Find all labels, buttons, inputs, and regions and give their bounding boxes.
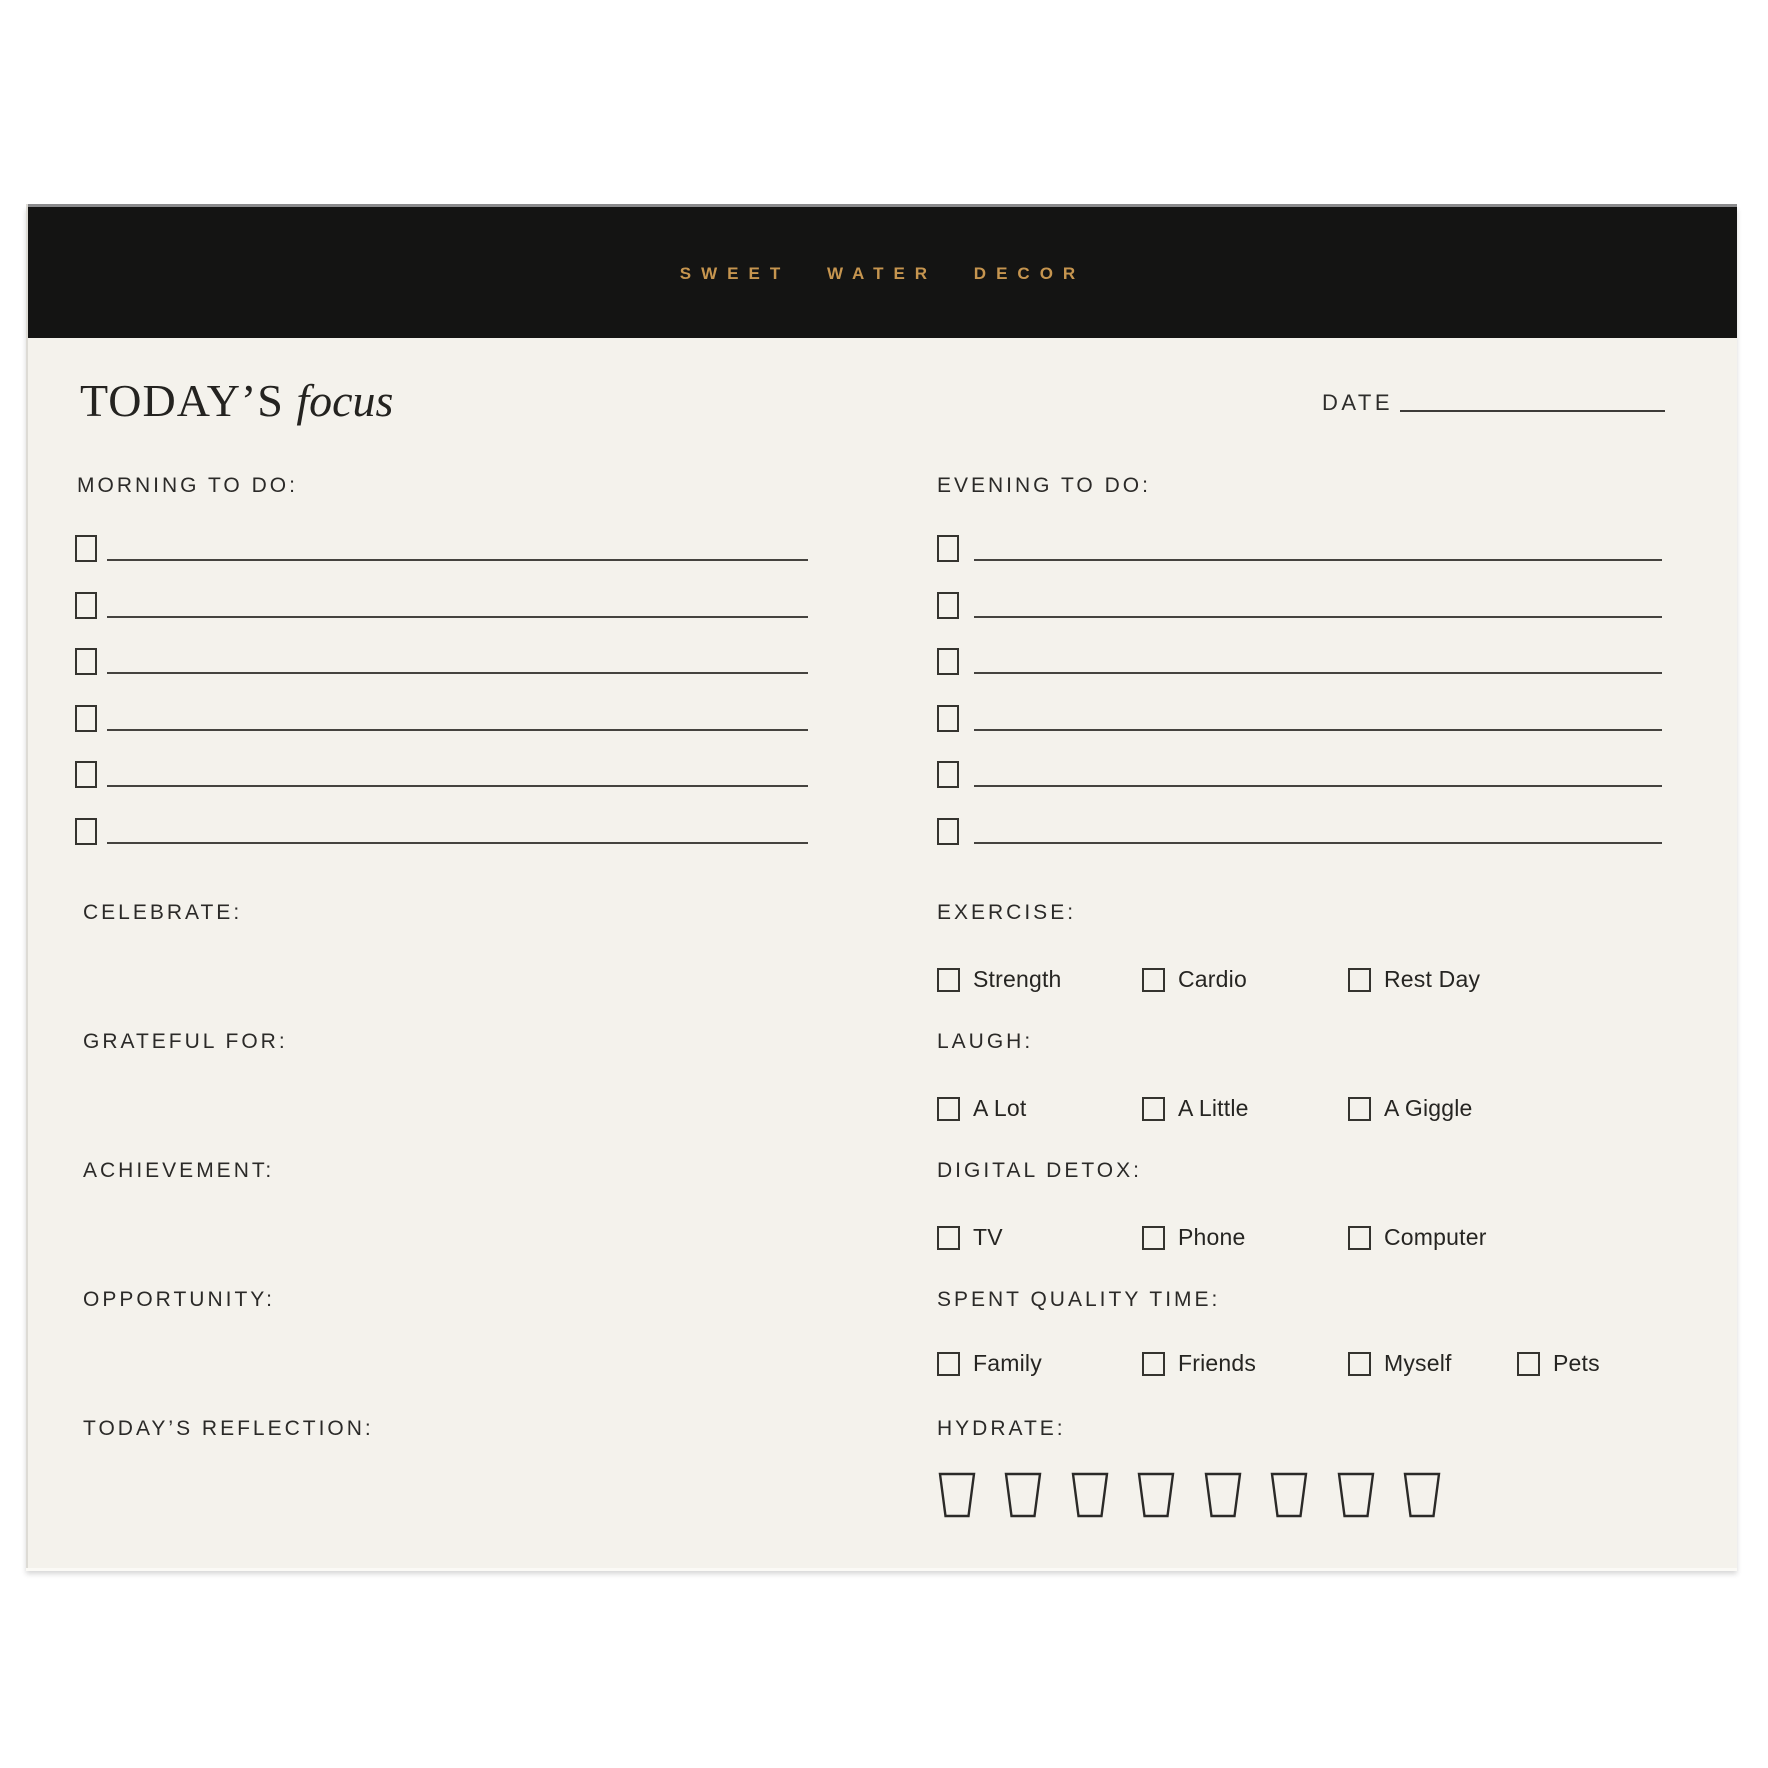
todo-write-line[interactable] [974,616,1662,618]
option-a-lot [937,1095,1026,1122]
todo-write-line[interactable] [974,842,1662,844]
option-rest-day [1348,966,1480,993]
morning-todo-header: MORNING TO DO: [77,474,298,497]
page-title [80,376,393,427]
option-phone [1142,1224,1246,1251]
page-title-accent: focus [296,375,394,426]
option-pets [1517,1350,1600,1377]
option-myself [1348,1350,1452,1377]
strength-checkbox[interactable] [937,968,960,992]
date-write-line[interactable] [1400,410,1665,412]
option-label: A Little [1178,1095,1249,1121]
prompt-grateful: GRATEFUL FOR: [83,1030,288,1053]
todo-write-line[interactable] [974,729,1662,731]
morning-todo-list [75,535,808,847]
hydrate-header: HYDRATE: [937,1417,1066,1440]
hydrate-cups [937,1472,1464,1518]
water-cup-icon[interactable] [1402,1472,1442,1518]
evening-todo-header: EVENING TO DO: [937,474,1151,497]
todo-row [937,761,1662,787]
todo-checkbox[interactable] [75,761,97,788]
todo-checkbox[interactable] [75,818,97,845]
option-label: A Giggle [1384,1095,1473,1121]
water-cup-icon[interactable] [937,1472,977,1518]
todo-write-line[interactable] [107,842,808,844]
option-label: Strength [973,966,1062,992]
page-title-main: TODAY’S [80,375,284,426]
prompt-opportunity: OPPORTUNITY: [83,1288,275,1311]
laugh-header: LAUGH: [937,1030,1034,1053]
water-cup-icon[interactable] [1003,1472,1043,1518]
todo-checkbox[interactable] [75,705,97,732]
brand-band [28,204,1737,338]
option-label: Pets [1553,1350,1600,1376]
a-lot-checkbox[interactable] [937,1097,960,1121]
todo-checkbox[interactable] [937,761,959,788]
todo-write-line[interactable] [974,785,1662,787]
option-label: A Lot [973,1095,1027,1121]
prompt-celebrate: CELEBRATE: [83,901,243,924]
todo-write-line[interactable] [107,672,808,674]
option-tv [937,1224,1003,1251]
a-giggle-checkbox[interactable] [1348,1097,1371,1121]
laugh-options [937,1095,1707,1121]
option-cardio [1142,966,1247,993]
friends-checkbox[interactable] [1142,1352,1165,1376]
option-label: Rest Day [1384,966,1481,992]
todo-row [75,818,808,844]
option-label: Family [973,1350,1042,1376]
todo-write-line[interactable] [107,729,808,731]
todo-write-line[interactable] [974,559,1662,561]
todo-row [937,592,1662,618]
option-label: Friends [1178,1350,1257,1376]
option-family [937,1350,1042,1377]
exercise-options [937,966,1707,992]
todo-checkbox[interactable] [937,818,959,845]
water-cup-icon[interactable] [1203,1472,1243,1518]
computer-checkbox[interactable] [1348,1226,1371,1250]
water-cup-icon[interactable] [1269,1472,1309,1518]
todo-row [75,592,808,618]
quality-time-options [937,1350,1707,1376]
todo-checkbox[interactable] [75,592,97,619]
water-cup-icon[interactable] [1070,1472,1110,1518]
todo-row [937,705,1662,731]
option-label: Myself [1384,1350,1452,1376]
pets-checkbox[interactable] [1517,1352,1540,1376]
todo-write-line[interactable] [107,559,808,561]
todo-row [937,818,1662,844]
option-label: Cardio [1178,966,1247,992]
evening-todo-list [937,535,1662,847]
quality-time-header: SPENT QUALITY TIME: [937,1288,1221,1311]
todo-row [75,761,808,787]
todo-row [937,535,1662,561]
todo-checkbox[interactable] [75,648,97,675]
option-friends [1142,1350,1256,1377]
digital-detox-options [937,1224,1707,1250]
a-little-checkbox[interactable] [1142,1097,1165,1121]
prompt-reflection: TODAY’S REFLECTION: [83,1417,374,1440]
option-computer [1348,1224,1487,1251]
option-a-little [1142,1095,1249,1122]
option-label: Phone [1178,1224,1246,1250]
date-field [1322,390,1393,416]
digital-detox-header: DIGITAL DETOX: [937,1159,1142,1182]
rest-day-checkbox[interactable] [1348,968,1371,992]
option-label: Computer [1384,1224,1487,1250]
myself-checkbox[interactable] [1348,1352,1371,1376]
todo-checkbox[interactable] [937,592,959,619]
exercise-header: EXERCISE: [937,901,1077,924]
todo-row [75,648,808,674]
date-label: DATE [1322,390,1394,415]
family-checkbox[interactable] [937,1352,960,1376]
todo-write-line[interactable] [107,785,808,787]
option-a-giggle [1348,1095,1473,1122]
tv-checkbox[interactable] [937,1226,960,1250]
water-cup-icon[interactable] [1336,1472,1376,1518]
brand-name: SWEET WATER DECOR [679,263,1086,283]
todo-row [75,705,808,731]
todo-checkbox[interactable] [937,648,959,675]
todo-row [75,535,808,561]
todo-row [937,648,1662,674]
todo-checkbox[interactable] [937,535,959,562]
cardio-checkbox[interactable] [1142,968,1165,992]
planner-notepad [26,204,1737,1568]
option-strength [937,966,1062,993]
todo-checkbox[interactable] [75,535,97,562]
todo-write-line[interactable] [974,672,1662,674]
prompt-achievement: ACHIEVEMENT: [83,1159,275,1182]
water-cup-icon[interactable] [1136,1472,1176,1518]
todo-checkbox[interactable] [937,705,959,732]
option-label: TV [973,1224,1003,1250]
phone-checkbox[interactable] [1142,1226,1165,1250]
todo-write-line[interactable] [107,616,808,618]
